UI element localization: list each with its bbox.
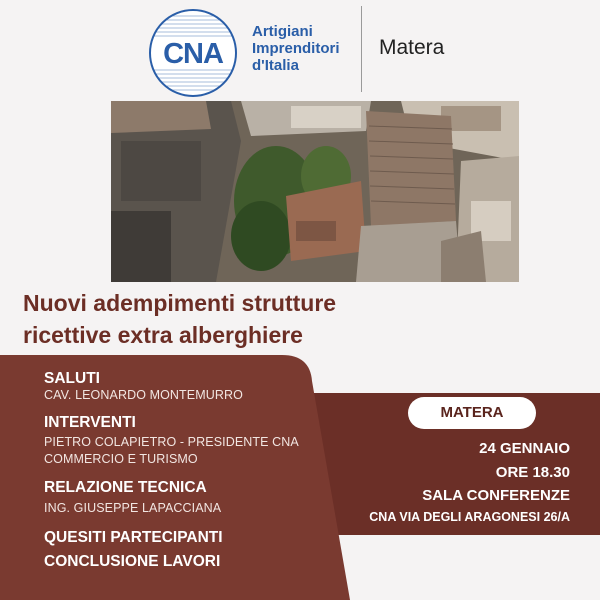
cna-logo-icon (148, 8, 238, 98)
interventi-line-2: COMMERCIO E TURISMO (44, 452, 198, 466)
logo-divider (361, 6, 362, 92)
logo-line-2: Imprenditori (252, 40, 340, 57)
title-line-2: ricettive extra alberghiere (23, 322, 303, 348)
city-badge: MATERA (408, 397, 536, 429)
relazione-text: ING. GIUSEPPE LAPACCIANA (44, 501, 222, 515)
saluti-heading: SALUTI (44, 370, 100, 387)
logo-line-3: d'Italia (252, 57, 299, 74)
relazione-heading: RELAZIONE TECNICA (44, 479, 207, 496)
conclusione-heading: CONCLUSIONE LAVORI (44, 553, 221, 570)
logo-line-1: Artigiani (252, 23, 313, 40)
interventi-line-1: PIETRO COLAPIETRO - PRESIDENTE CNA (44, 435, 299, 449)
logo-city: Matera (379, 36, 445, 59)
event-title (23, 287, 336, 351)
event-address: CNA VIA DEGLI ARAGONESI 26/A (369, 510, 570, 524)
logo-wordmark (252, 23, 340, 74)
saluti-text: CAV. LEONARDO MONTEMURRO (44, 388, 243, 402)
logo-mark: CNA (163, 38, 223, 70)
quesiti-heading: QUESITI PARTECIPANTI (44, 529, 223, 546)
interventi-heading: INTERVENTI (44, 414, 136, 431)
title-line-1: Nuovi adempimenti strutture (23, 290, 337, 316)
aerial-rooftops-photo (111, 101, 519, 282)
event-time: ORE 18.30 (495, 464, 570, 481)
event-date: 24 GENNAIO (479, 440, 570, 457)
event-venue: SALA CONFERENZE (422, 487, 570, 504)
